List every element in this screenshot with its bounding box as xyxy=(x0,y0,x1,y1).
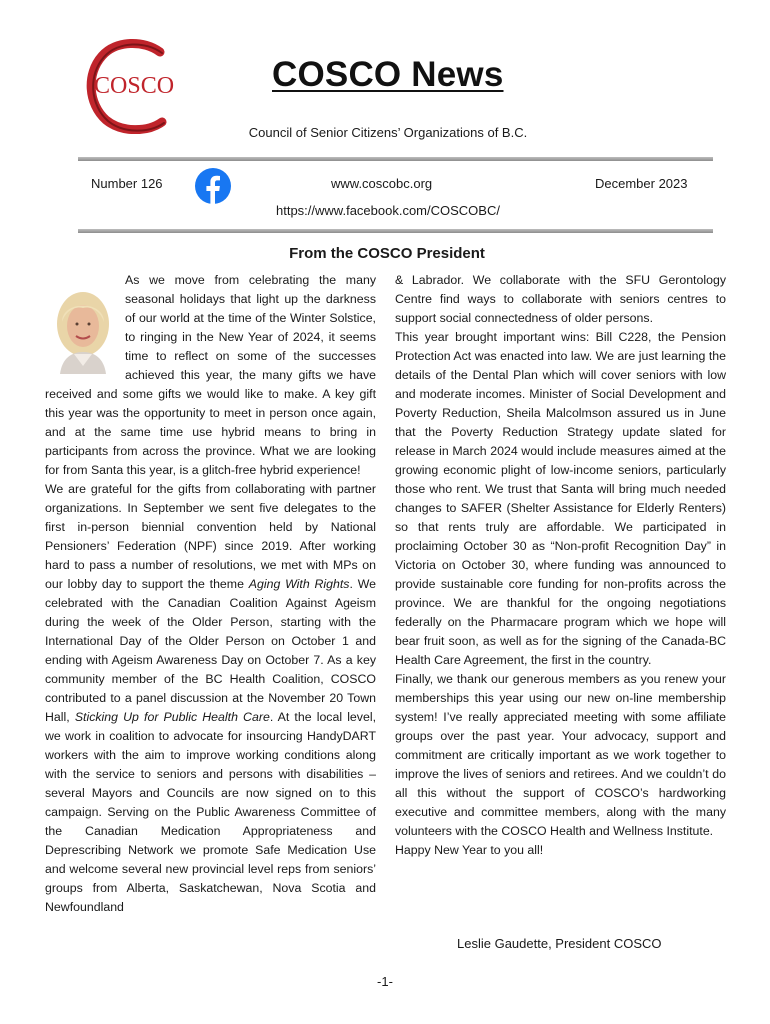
newsletter-subtitle: Council of Senior Citizens’ Organizations of B.C. xyxy=(248,125,528,140)
page-number: -1- xyxy=(377,974,393,989)
cosco-logo xyxy=(76,38,196,134)
article-heading: From the COSCO President xyxy=(289,245,485,262)
newsletter-title: COSCO News xyxy=(272,55,504,94)
facebook-icon[interactable] xyxy=(195,168,231,204)
website-link[interactable]: www.coscobc.org xyxy=(331,176,433,191)
article-column-right xyxy=(395,271,726,860)
signature: Leslie Gaudette, President COSCO xyxy=(457,936,662,951)
closing-line: Happy New Year to you all! xyxy=(395,843,544,857)
paragraph: & Labrador. We collaborate with the SFU Gerontology Centre find ways to collaborate with seniors centres to support social connectedness of older persons. xyxy=(395,273,726,325)
issue-date: December 2023 xyxy=(595,176,688,191)
paragraph: As we move from celebrating the many seasonal holidays that light up the darkness of our world at the time of the Winter Solstice, to ringing in the New Year of 2024, it seems time to reflect on some of the successes achieved this year, the many gifts we have received and some gifts we would like to make. A key gift this year was the opportunity to meet in person once again, and at the same time use hybrid means to bring in participants from across the province. What we are looking for from Santa this year, is a glitch-free hybrid experience! xyxy=(45,273,376,477)
paragraph: This year brought important wins: Bill C228, the Pension Protection Act was enacted into law. We are just learning the details of the Dental Plan which will cover seniors with low and moderate incomes. Minister of Social Development and Poverty Reduction, Sheila Malcolmson assured us in June that the Poverty Reduction Strategy update slated for release in March 2024 would include measures aimed at the growing economic plight of low-income seniors, particularly those who rent. We trust that Santa will bring much needed changes to SAFER (Shelter Assistance for Elderly Renters) so that rents truly are affordable. We participated in proclaiming October 30 as “Non-profit Recognition Day” in Victoria on October 30, where funding was announced to provide sustainable core funding for non-profits across the province. We are thankful for the ongoing negotiations federally on the Pharmacare program which we hope will bear fruit soon, as well as for the signing of the Canada-BC Health Care Agreement, the first in the country. xyxy=(395,330,726,667)
bottom-divider xyxy=(78,229,713,233)
logo-text: COSCO xyxy=(94,73,175,99)
paragraph: Finally, we thank our generous members as you renew your memberships this year using our new on-line membership system! I’ve really appreciated meeting with some affiliate groups over the past year. Your advocacy, support and commitment are critically important as we work together to improve the lives of seniors and retirees. And we couldn’t do all this without the support of COSCO’s hardworking executive and committee members, along with the many volunteers with the COSCO Health and Wellness Institute. xyxy=(395,672,726,838)
facebook-link[interactable]: https://www.facebook.com/COSCOBC/ xyxy=(276,203,500,218)
top-divider xyxy=(78,157,713,161)
issue-number: Number 126 xyxy=(91,176,163,191)
paragraph: We are grateful for the gifts from collaborating with partner organizations. In September we sent five delegates to the first in-person biennial convention held by National Pensioners’ Federation (NPF) since 2019. After working hard to pass a number of resolutions, we met with MPs on our lobby day to support the theme Aging With Rights. We celebrated with the Canadian Coalition Against Ageism during the week of the Older Person, starting with the International Day of the Older Person on October 1 and ending with Ageism Awareness Day on October 7. As a key community member of the BC Health Coalition, COSCO contributed to a panel discussion at the November 20 Town Hall, Sticking Up for Public Health Care. At the local level, we work in coalition to advocate for insourcing HandyDART workers with the aim to improve working conditions along with the service to seniors and persons with disabilities – several Mayors and Councils are now signed on to this campaign. Serving on the Public Awareness Committee of the Canadian Medication Appropriateness and Deprescribing Network we promote Safe Medication Use and welcome several new provincial level reps from seniors’ groups from Alberta, Saskatchewan, Nova Scotia and Newfoundland xyxy=(45,482,377,914)
president-portrait xyxy=(48,282,118,374)
